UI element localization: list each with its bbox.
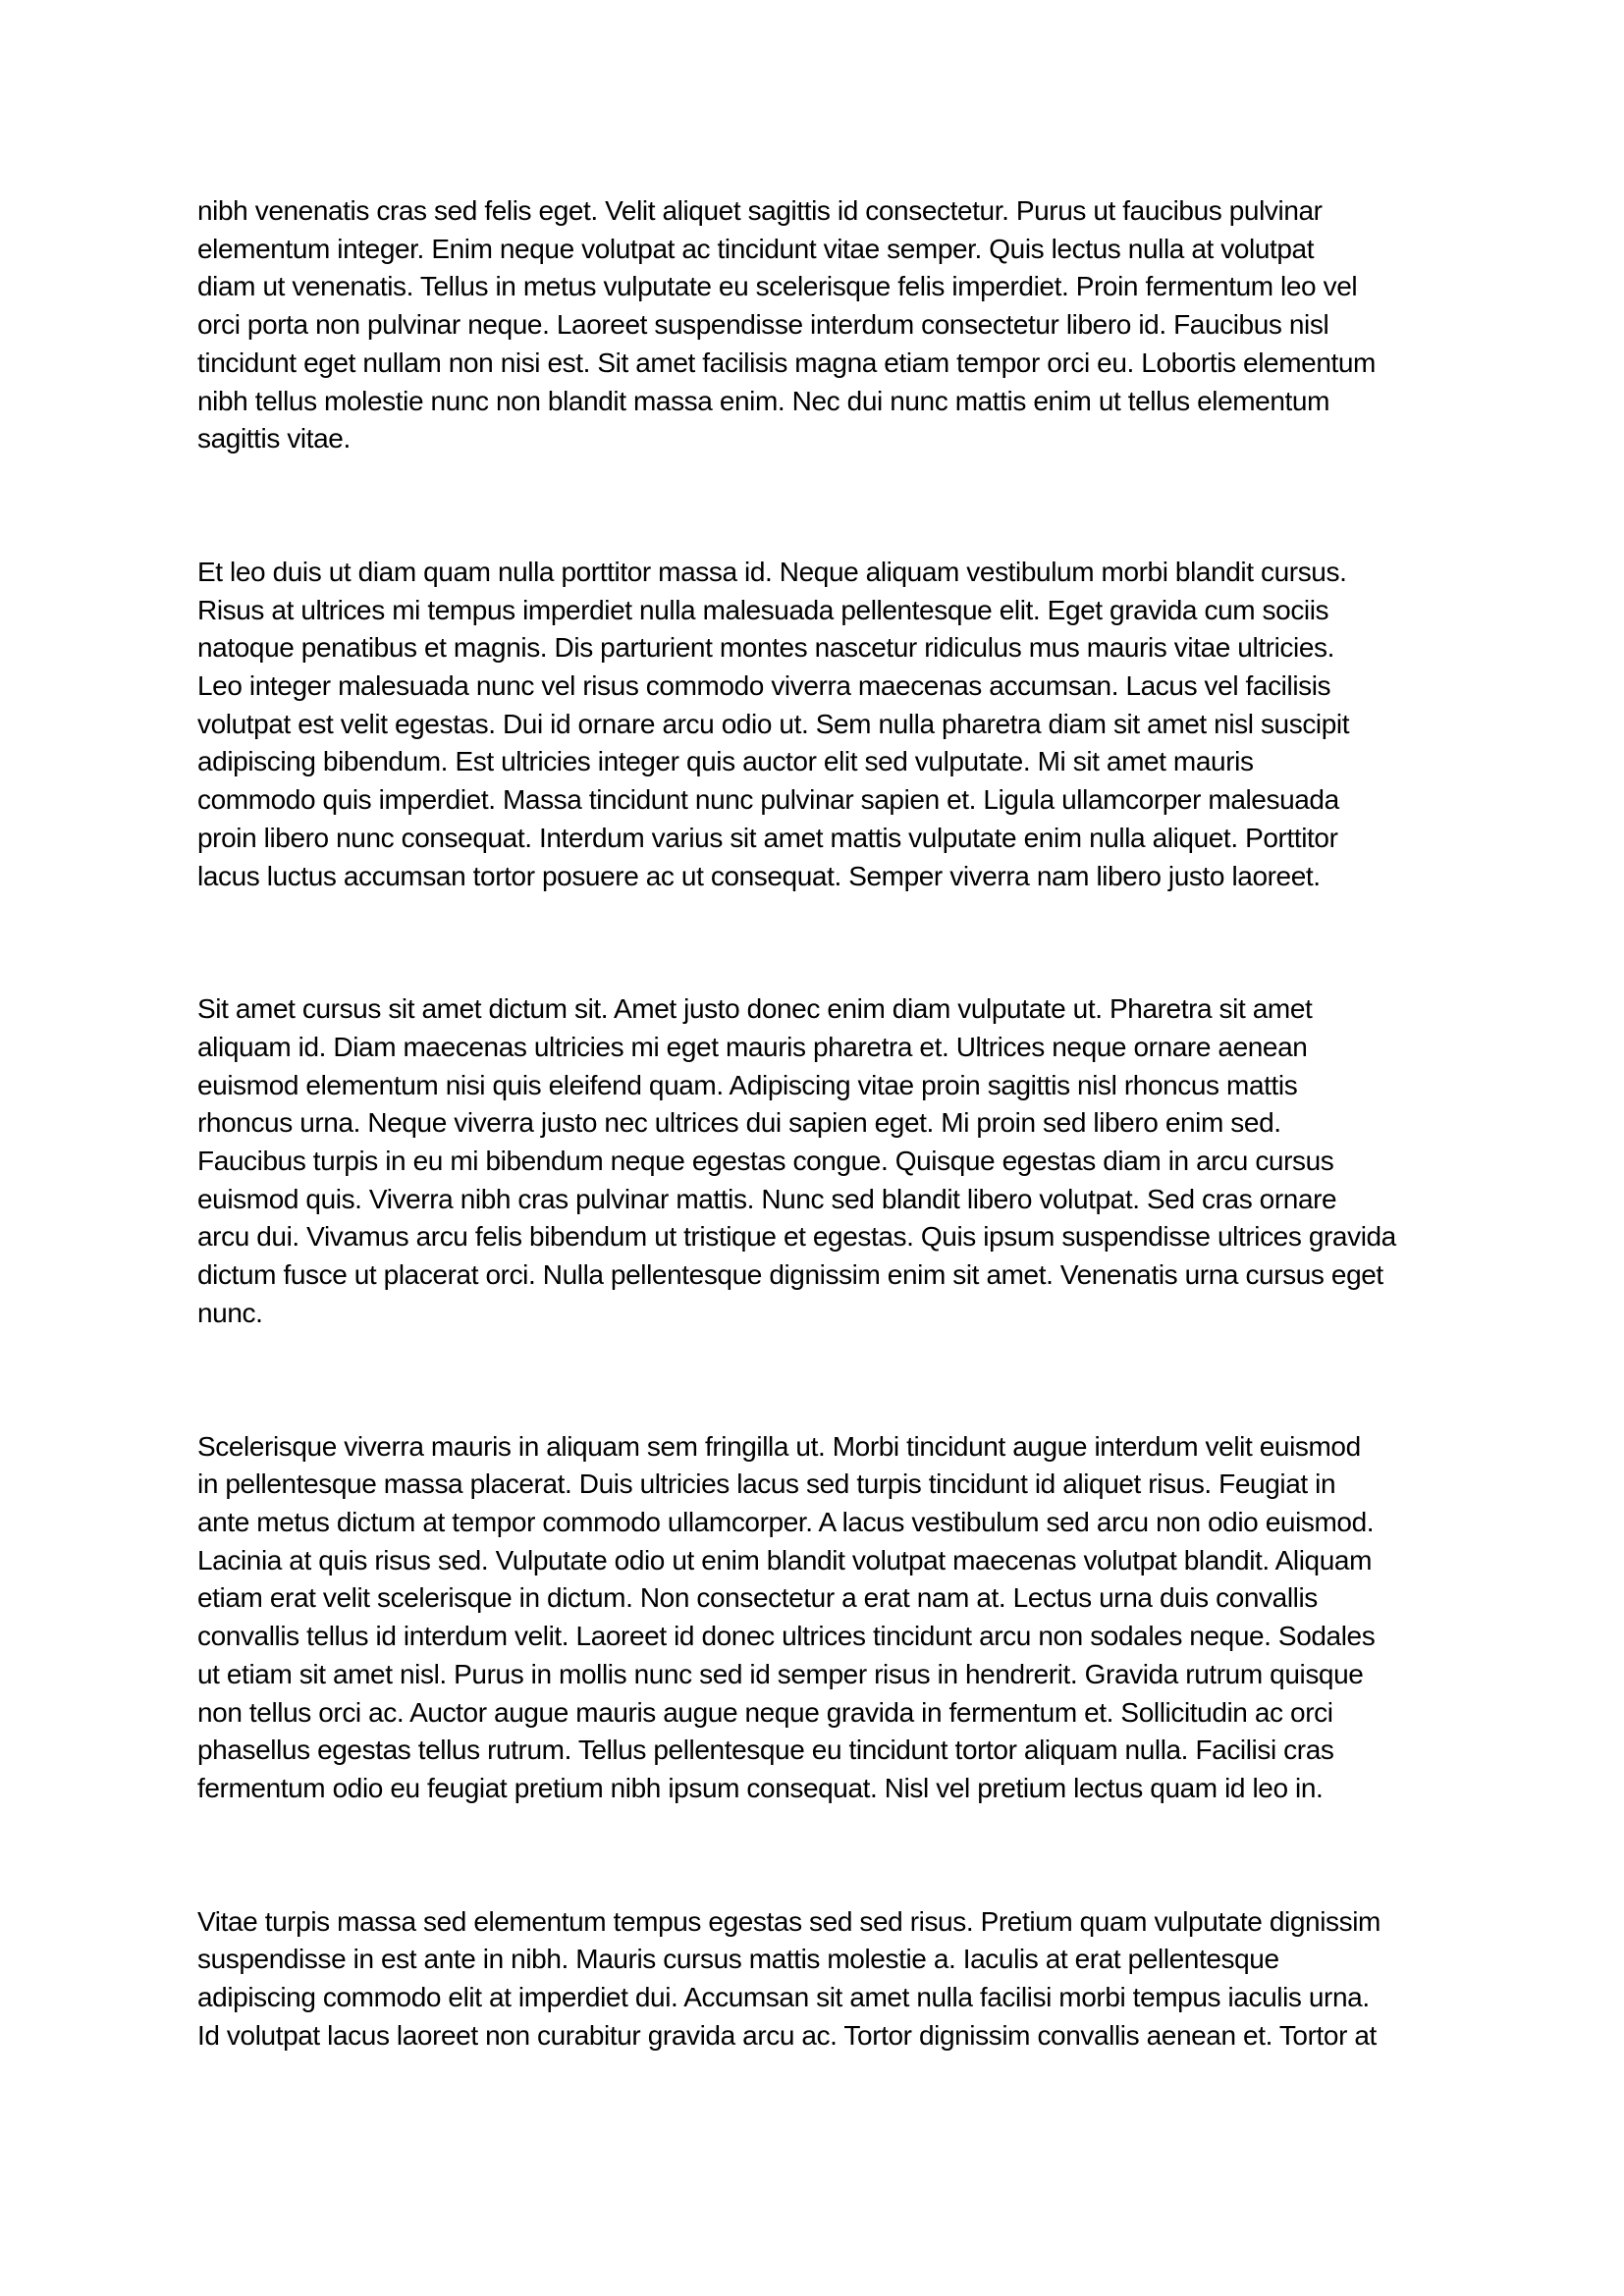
text-line: etiam erat velit scelerisque in dictum. Non consectetur a erat nam at. Lectus urna duis convallis	[197, 1582, 1318, 1614]
text-line: Vitae turpis massa sed elementum tempus egestas sed sed risus. Pretium quam vulputate dignissim	[197, 1905, 1380, 1937]
text-line: arcu dui. Vivamus arcu felis bibendum ut tristique et egestas. Quis ipsum suspendisse ultrices gravida	[197, 1221, 1396, 1253]
text-line: convallis tellus id interdum velit. Laoreet id donec ultrices tincidunt arcu non sodales neque. Sodales	[197, 1621, 1376, 1652]
text-line: Risus at ultrices mi tempus imperdiet nulla malesuada pellentesque elit. Eget gravida cum sociis	[197, 594, 1329, 625]
text-line: nibh venenatis cras sed felis eget. Velit aliquet sagittis id consectetur. Purus ut faucibus pulvinar	[197, 195, 1323, 226]
text-line: Faucibus turpis in eu mi bibendum neque egestas congue. Quisque egestas diam in arcu cursus	[197, 1146, 1334, 1177]
text-line: Et leo duis ut diam quam nulla porttitor massa id. Neque aliquam vestibulum morbi blandit cursus.	[197, 556, 1347, 587]
paragraph	[197, 1428, 1437, 1808]
text-line: ante metus dictum at tempor commodo ullamcorper. A lacus vestibulum sed arcu non odio euismod.	[197, 1506, 1375, 1537]
paragraph	[197, 1903, 1437, 2056]
text-line: non tellus orci ac. Auctor augue mauris augue neque gravida in fermentum et. Sollicitudin ac orci	[197, 1696, 1333, 1728]
text-line: in pellentesque massa placerat. Duis ultricies lacus sed turpis tincidunt id aliquet risus. Feugiat in	[197, 1468, 1336, 1500]
text-line: phasellus egestas tellus rutrum. Tellus pellentesque eu tincidunt tortor aliquam nulla. Facilisi cras	[197, 1735, 1334, 1766]
text-line: elementum integer. Enim neque volutpat ac tincidunt vitae semper. Quis lectus nulla at volutpat	[197, 233, 1315, 264]
text-line: proin libero nunc consequat. Interdum varius sit amet mattis vulputate enim nulla aliquet. Porttitor	[197, 822, 1338, 853]
text-line: natoque penatibus et magnis. Dis parturient montes nascetur ridiculus mus mauris vitae ultricies.	[197, 632, 1334, 664]
text-line: euismod elementum nisi quis eleifend quam. Adipiscing vitae proin sagittis nisl rhoncus mattis	[197, 1069, 1298, 1100]
text-line: suspendisse in est ante in nibh. Mauris cursus mattis molestie a. Iaculis at erat pellentesque	[197, 1944, 1279, 1975]
document-content	[197, 192, 1437, 2055]
text-line: nunc.	[197, 1297, 263, 1328]
paragraph	[197, 192, 1437, 458]
text-line: rhoncus urna. Neque viverra justo nec ultrices dui sapien eget. Mi proin sed libero enim sed.	[197, 1107, 1281, 1139]
text-line: tincidunt eget nullam non nisi est. Sit amet facilisis magna etiam tempor orci eu. Lobortis elementum	[197, 347, 1376, 378]
text-line: diam ut venenatis. Tellus in metus vulputate eu scelerisque felis imperdiet. Proin fermentum leo vel	[197, 271, 1358, 302]
text-line: fermentum odio eu feugiat pretium nibh ipsum consequat. Nisl vel pretium lectus quam id leo in.	[197, 1772, 1324, 1803]
text-line: Lacinia at quis risus sed. Vulputate odio ut enim blandit volutpat maecenas volutpat blandit. Aliquam	[197, 1544, 1372, 1575]
text-line: euismod quis. Viverra nibh cras pulvinar mattis. Nunc sed blandit libero volutpat. Sed cras ornare	[197, 1183, 1337, 1214]
text-line: aliquam id. Diam maecenas ultricies mi eget mauris pharetra et. Ultrices neque ornare aenean	[197, 1031, 1308, 1062]
text-line: dictum fusce ut placerat orci. Nulla pellentesque dignissim enim sit amet. Venenatis urna cursus eget	[197, 1259, 1383, 1291]
text-line: Sit amet cursus sit amet dictum sit. Amet justo donec enim diam vulputate ut. Pharetra sit amet	[197, 993, 1313, 1025]
text-line: Id volutpat lacus laoreet non curabitur gravida arcu ac. Tortor dignissim convallis aenean et. Tortor at	[197, 2019, 1377, 2051]
text-line: volutpat est velit egestas. Dui id ornare arcu odio ut. Sem nulla pharetra diam sit amet nisl suscipit	[197, 708, 1350, 739]
paragraph	[197, 990, 1437, 1332]
text-line: orci porta non pulvinar neque. Laoreet suspendisse interdum consectetur libero id. Faucibus nisl	[197, 309, 1329, 341]
text-line: lacus luctus accumsan tortor posuere ac ut consequat. Semper viverra nam libero justo laoreet.	[197, 860, 1321, 891]
text-line: Scelerisque viverra mauris in aliquam sem fringilla ut. Morbi tincidunt augue interdum velit euismod	[197, 1430, 1361, 1462]
text-line: adipiscing bibendum. Est ultricies integer quis auctor elit sed vulputate. Mi sit amet mauris	[197, 746, 1254, 777]
text-line: nibh tellus molestie nunc non blandit massa enim. Nec dui nunc mattis enim ut tellus elementum	[197, 385, 1330, 416]
text-line: commodo quis imperdiet. Massa tincidunt nunc pulvinar sapien et. Ligula ullamcorper malesuada	[197, 784, 1339, 816]
text-line: ut etiam sit amet nisl. Purus in mollis nunc sed id semper risus in hendrerit. Gravida rutrum quisque	[197, 1658, 1364, 1689]
text-line: adipiscing commodo elit at imperdiet dui. Accumsan sit amet nulla facilisi morbi tempus iaculis urna.	[197, 1982, 1370, 2013]
text-line: Leo integer malesuada nunc vel risus commodo viverra maecenas accumsan. Lacus vel facilisis	[197, 670, 1331, 702]
text-line: sagittis vitae.	[197, 423, 351, 454]
paragraph	[197, 554, 1437, 895]
